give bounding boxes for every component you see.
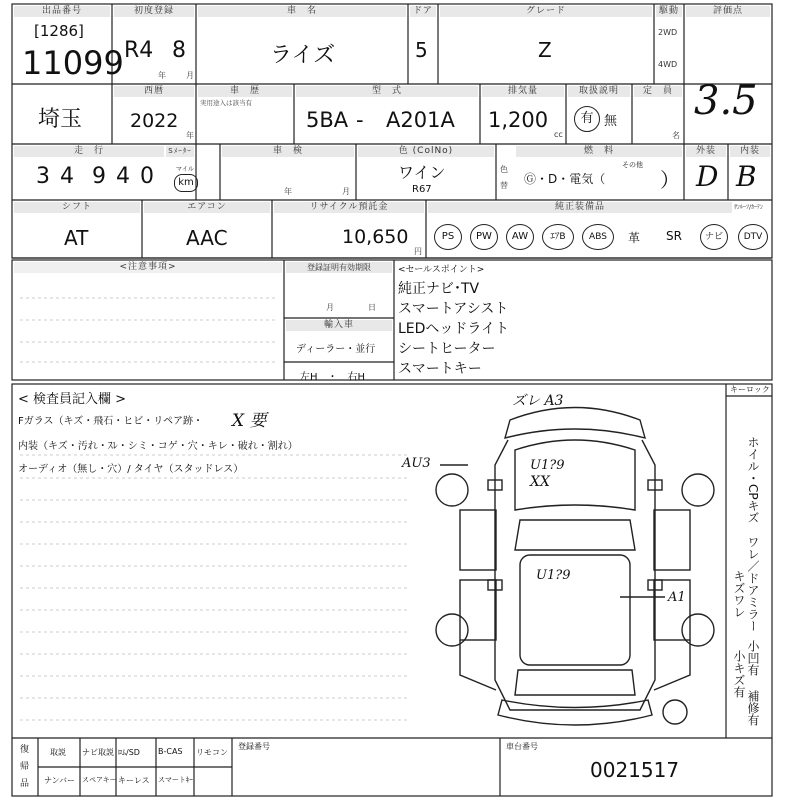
mileage-digits xyxy=(36,164,164,189)
sunroof-label: ｻﾝﾙｰﾌ/ｶｰﾃﾝ xyxy=(734,204,764,211)
side-note-small-scratch: 小キズ有 xyxy=(732,650,746,698)
side-note-repair: 補修有 xyxy=(746,690,760,726)
mileage-digit: 9 xyxy=(92,164,116,189)
side-note-scratch-crack: キズワレ xyxy=(732,570,746,618)
type-label: 型 式 xyxy=(296,86,478,97)
lot-sub: [1286] xyxy=(34,22,84,40)
accessory-keyless: キーレス xyxy=(118,776,150,785)
ac-label: エアコン xyxy=(144,202,270,213)
mileage-digit: 3 xyxy=(36,164,60,189)
side-note-small-dent: 小凹有 xyxy=(746,640,760,676)
equipment-airbag: ｴｱB xyxy=(542,224,574,250)
type-code: A201A xyxy=(386,108,455,132)
equipment-abs: ABS xyxy=(582,224,614,250)
accessory-rom-sd: ﾛﾑ/SD xyxy=(118,748,140,757)
equipment-aw: AW xyxy=(506,224,534,250)
interior-label: 内装 xyxy=(730,146,770,157)
car-name-label: 車 名 xyxy=(198,6,406,17)
doors: 5 xyxy=(415,38,428,62)
door-label: ドア xyxy=(410,6,436,17)
inspector-line-glass: Fガラス（キズ・飛石・ヒビ・リペア跡・ xyxy=(18,416,204,427)
color-no: R67 xyxy=(412,184,432,195)
equipment-navi: ナビ xyxy=(700,224,728,250)
accessory-return-char: 復 xyxy=(20,745,30,755)
score-label: 評価点 xyxy=(686,6,770,17)
year-unit: 年 xyxy=(158,71,166,80)
capacity-label: 定 員 xyxy=(634,86,682,97)
ac: AAC xyxy=(186,226,228,250)
accessory-smart-key: スマートｷｰ xyxy=(158,776,193,784)
inspection-label: 車 検 xyxy=(222,146,354,157)
mileage-digit: 4 xyxy=(60,164,84,189)
type-prefix: 5BA xyxy=(306,108,349,132)
reg-month: 8 xyxy=(172,38,186,63)
damage-mark-right-door: A1 xyxy=(668,590,686,605)
recycle-label: リサイクル預託金 xyxy=(274,202,424,213)
model-year-unit: 年 xyxy=(186,131,194,140)
displacement-unit: cc xyxy=(554,130,563,139)
car-damage-diagram xyxy=(420,390,720,735)
sales-point: シートヒーター xyxy=(398,341,496,357)
damage-mark-hood: U1?9 xyxy=(530,458,565,473)
manual-no: 無 xyxy=(604,114,618,129)
sales-point: LEDヘッドライト xyxy=(398,321,510,337)
shift-label: シフト xyxy=(14,202,140,213)
sales-point-label: <セールスポイント> xyxy=(398,265,485,275)
model-year-label: 西暦 xyxy=(114,86,194,97)
reg-day-unit: 日 xyxy=(368,303,376,312)
color-name: ワイン xyxy=(398,163,446,182)
yen: 円 xyxy=(414,247,422,256)
mileage-digit: 0 xyxy=(140,164,164,189)
sales-point: 純正ナビ･TV xyxy=(398,281,480,297)
history-label: 車 歴 xyxy=(198,86,292,97)
displacement: 1,200 xyxy=(488,108,549,132)
inspector-line-interior: 内装（キズ・汚れ・ｽﾚ・シミ・コゲ・穴・キレ・破れ・割れ） xyxy=(18,441,298,452)
side-note-wheel: ホイル・CPキズ xyxy=(746,436,760,524)
manual-yes-circled: 有 xyxy=(574,106,600,132)
equipment-dtv: DTV xyxy=(738,224,768,250)
color-label: 色 (ColNo) xyxy=(358,146,494,157)
shift: AT xyxy=(64,226,89,250)
equipment-pw: PW xyxy=(470,224,498,250)
sales-point: スマートアシスト xyxy=(398,301,509,317)
registration-expiry-label: 登録証明有効期限 xyxy=(286,262,392,273)
accessory-remote: リモコン xyxy=(196,748,228,757)
import-label: 輸入車 xyxy=(286,320,392,331)
capacity-unit: 名 xyxy=(672,131,680,140)
lot-number: 11099 xyxy=(22,44,124,82)
displacement-label: 排気量 xyxy=(482,86,564,97)
damage-mark-roof: U1?9 xyxy=(536,568,571,583)
grade: Z xyxy=(538,38,552,62)
km-circled: km xyxy=(174,174,198,192)
accessory-navi-manual: ナビ取説 xyxy=(82,748,114,757)
car-name: ライズ xyxy=(270,43,336,68)
drive-2wd: 2WD xyxy=(658,28,678,37)
inspection-year-unit: 年 xyxy=(284,187,292,196)
accessory-manual: 取説 xyxy=(50,748,66,757)
accessory-return-char: 帰 xyxy=(20,762,30,772)
mileage-label: 走 行 xyxy=(14,146,164,157)
sales-point: スマートキー xyxy=(398,361,482,377)
caution-label: <注意事項> xyxy=(14,262,282,273)
history-sub: 実用途入は該当有 xyxy=(200,99,252,107)
registration-number-label: 登録番号 xyxy=(238,742,270,751)
grade-label: グレード xyxy=(440,6,652,17)
reg-month-unit: 月 xyxy=(326,303,334,312)
interior: B xyxy=(736,160,757,193)
manual-label: 取扱説明 xyxy=(568,86,630,97)
equipment-sunroof: SR xyxy=(666,229,682,243)
damage-mark-left-front: AU3 xyxy=(402,456,431,471)
chassis-number-label: 車台番号 xyxy=(506,742,538,751)
first-reg-label: 初度登録 xyxy=(114,6,194,17)
fuel-options: Ⓖ・D・電気（ xyxy=(524,172,606,186)
inspector-line-audio: オーディオ（無し・穴）/ タイヤ（スタッドレス） xyxy=(18,464,244,475)
exterior-label: 外装 xyxy=(686,146,726,157)
side-note-mirror: ワレ／ドアミラー xyxy=(746,536,760,632)
drive-label: 駆動 xyxy=(656,6,682,17)
mileage-digit: 4 xyxy=(116,164,140,189)
inspector-title: < 検査員記入欄 > xyxy=(18,392,127,407)
equipment-label: 純正装備品 xyxy=(428,202,732,213)
accessory-return-char: 品 xyxy=(20,779,30,789)
reg-era-year: R4 xyxy=(124,38,154,63)
exterior: D xyxy=(696,160,719,193)
chassis-number: 0021517 xyxy=(590,758,680,782)
type-dash: - xyxy=(356,108,364,132)
lot-label: 出品番号 xyxy=(14,6,110,17)
accessory-plate: ナンバー xyxy=(44,776,76,785)
color-change-1: 色 xyxy=(500,165,508,174)
recycle-fee: 10,650 xyxy=(342,226,409,248)
equipment-ps: PS xyxy=(434,224,462,250)
meter-label: Sﾒｰﾀｰ xyxy=(166,146,194,157)
accessory-return-label xyxy=(20,742,29,793)
equipment-leather: 革 xyxy=(628,231,641,245)
mile-label: マイル xyxy=(176,166,194,173)
accessory-spare-key: スペアキー xyxy=(82,776,117,784)
month-unit: 月 xyxy=(186,71,194,80)
model-year: 2022 xyxy=(130,110,179,132)
damage-mark-hood-x: XX xyxy=(530,474,550,490)
import-value: ディーラー・並行 xyxy=(296,344,376,355)
fuel-label: 燃 料 xyxy=(516,146,682,157)
handle-side: 左H ・ 右H xyxy=(300,372,366,383)
score: 3.5 xyxy=(694,78,758,124)
region: 埼玉 xyxy=(38,107,83,132)
inspection-month-unit: 月 xyxy=(342,187,350,196)
color-change-2: 替 xyxy=(500,181,508,190)
fuel-other: その他 xyxy=(622,161,643,169)
accessory-bcas: B-CAS xyxy=(158,747,183,756)
drive-4wd: 4WD xyxy=(658,60,678,69)
damage-mark-front-bumper: ズレ A3 xyxy=(512,393,564,409)
fuel-close: ） xyxy=(660,168,680,192)
keylock-label: キーロック xyxy=(730,385,770,394)
inspector-glass-mark: X 要 xyxy=(232,411,267,431)
